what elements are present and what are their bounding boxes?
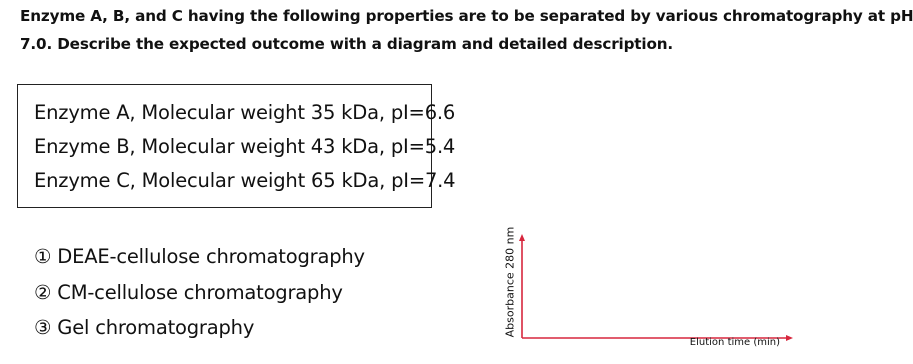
question-line-1: Enzyme A, B, and C having the following properties are to be separated by various chromatography at pH [20,7,913,25]
method-number-2: ② [34,281,52,304]
x-axis-label: Elution time (min) [689,337,780,348]
enzyme-a-properties: Enzyme A, Molecular weight 35 kDa, pI=6.6 [34,101,456,124]
method-cm [34,281,343,304]
method-gel [34,316,254,339]
method-label-deae: DEAE-cellulose chromatography [57,245,365,268]
enzyme-c-properties: Enzyme C, Molecular weight 65 kDa, pI=7.4 [34,169,456,192]
enzyme-b-properties: Enzyme B, Molecular weight 43 kDa, pI=5.4 [34,135,456,158]
method-deae [34,245,365,268]
x-axis-arrow [786,335,793,341]
axes-group [519,234,793,341]
question-line-2: 7.0. Describe the expected outcome with a diagram and detailed description. [20,35,674,53]
y-axis-arrow [519,234,525,241]
method-number-3: ③ [34,316,52,339]
enzyme-properties-box [17,84,456,208]
question-text [20,2,913,58]
method-number-1: ① [34,245,52,268]
y-axis-label-text: Absorbance 280 nm [503,226,517,338]
method-label-gel: Gel chromatography [57,316,255,339]
method-label-cm: CM-cellulose chromatography [57,281,343,304]
